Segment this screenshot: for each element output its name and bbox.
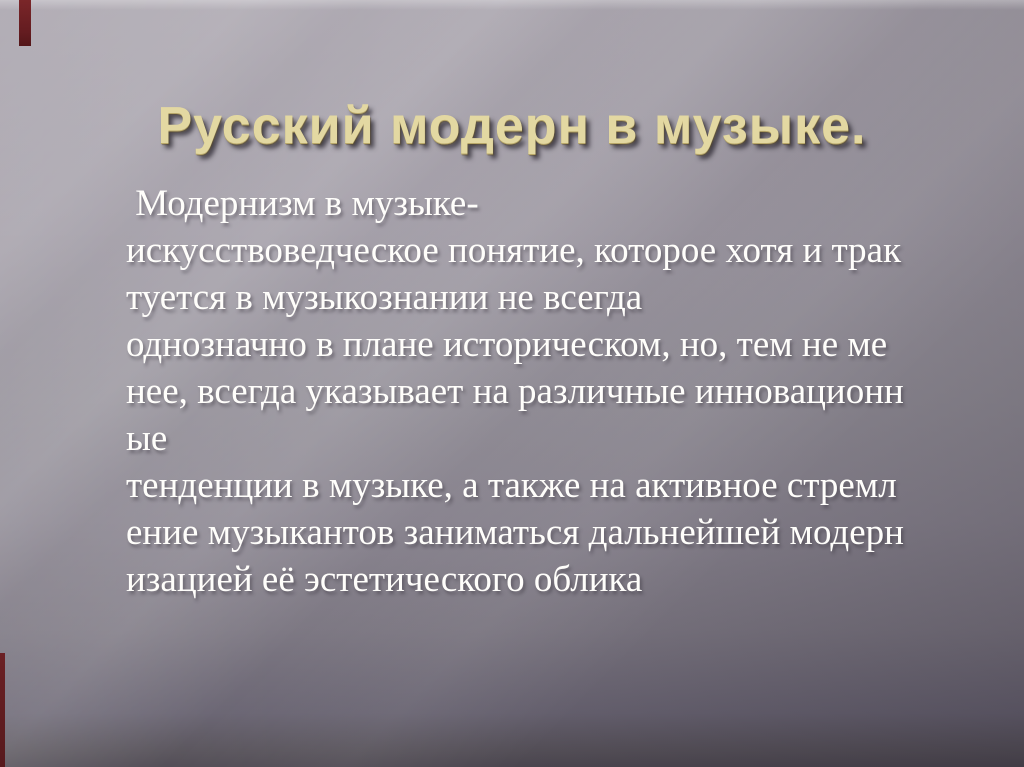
slide-body	[126, 180, 986, 603]
body-line: Модернизм в музыке-	[126, 183, 479, 224]
body-line: туется в музыкознании не всегда	[126, 277, 643, 318]
accent-bar-top-left	[19, 0, 31, 46]
accent-bar-bottom-left	[0, 653, 5, 767]
body-line: тенденции в музыке, а также на активное стремл	[126, 465, 897, 506]
body-line: однозначно в плане историческом, но, тем не ме	[126, 324, 888, 365]
body-line: искусствоведческое понятие, которое хотя и трак	[126, 230, 902, 271]
slide-title: Русский модерн в музыке.	[157, 96, 867, 155]
body-line: ение музыкантов заниматься дальнейшей модерн	[126, 512, 904, 553]
body-line: изацией её эстетического облика	[126, 559, 643, 600]
body-line: нее, всегда указывает на различные инновационн	[126, 371, 904, 412]
body-line: ые	[126, 418, 168, 459]
